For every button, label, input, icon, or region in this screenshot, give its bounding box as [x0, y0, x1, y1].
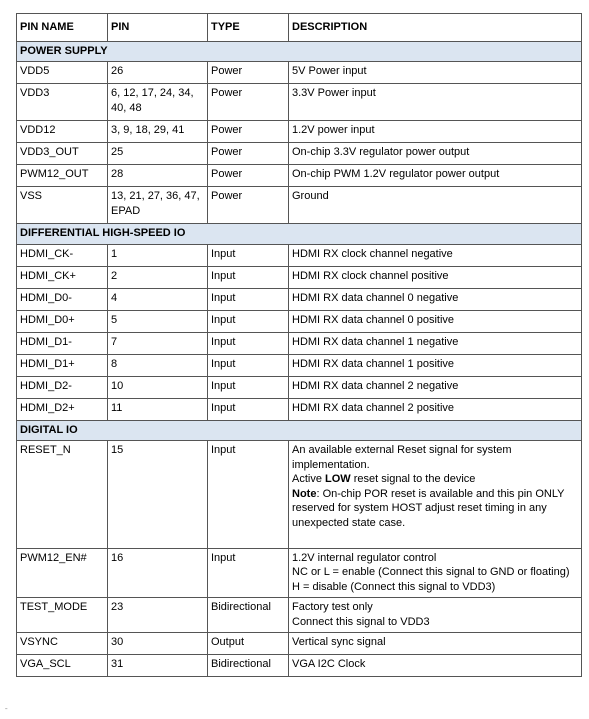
description-cell — [289, 598, 582, 633]
table-row — [17, 598, 582, 633]
header-description: DESCRIPTION — [289, 14, 582, 42]
description-cell — [289, 354, 582, 376]
description-line: HDMI RX data channel 2 negative — [292, 379, 459, 392]
pin-type-cell: Power — [208, 187, 289, 224]
pin-number-cell: 1 — [108, 244, 208, 266]
description-line: HDMI RX data channel 1 positive — [292, 357, 455, 370]
pin-name-cell: HDMI_D1- — [17, 332, 108, 354]
pin-type-cell: Input — [208, 244, 289, 266]
description-line: An available external Reset signal for system implementation. — [292, 444, 512, 471]
pin-number-cell: 28 — [108, 165, 208, 187]
pin-name-cell: VDD3 — [17, 84, 108, 121]
description-cell — [289, 165, 582, 187]
description-line: HDMI RX data channel 0 negative — [292, 291, 459, 304]
pin-type-cell: Input — [208, 548, 289, 598]
header-type: TYPE — [208, 14, 289, 42]
pin-number-cell: 8 — [108, 354, 208, 376]
description-cell — [289, 310, 582, 332]
pin-type-cell: Power — [208, 121, 289, 143]
table-row — [17, 121, 582, 143]
description-line: VGA I2C Clock — [292, 658, 366, 670]
description-cell — [289, 398, 582, 420]
pin-number-cell: 30 — [108, 633, 208, 655]
table-row — [17, 354, 582, 376]
pin-number-cell: 5 — [108, 310, 208, 332]
table-row — [17, 84, 582, 121]
description-cell — [289, 244, 582, 266]
table-row — [17, 62, 582, 84]
pin-type-cell: Input — [208, 288, 289, 310]
pin-number-cell: 7 — [108, 332, 208, 354]
description-line: Connect this signal to VDD3 — [292, 615, 430, 628]
pin-type-cell: Input — [208, 376, 289, 398]
description-line: Factory test only — [292, 601, 373, 613]
pin-name-cell: HDMI_D2- — [17, 376, 108, 398]
pin-number-cell: 25 — [108, 143, 208, 165]
pin-number-cell: 26 — [108, 62, 208, 84]
pin-type-cell: Bidirectional — [208, 655, 289, 677]
description-emphasis: LOW — [325, 473, 351, 485]
table-row — [17, 398, 582, 420]
pin-name-cell: HDMI_D0- — [17, 288, 108, 310]
table-header-row — [17, 14, 582, 42]
section-header-row — [17, 41, 582, 62]
description-line: HDMI RX clock channel positive — [292, 269, 449, 282]
description-line — [292, 530, 578, 545]
pin-name-cell: PWM12_EN# — [17, 548, 108, 598]
description-cell — [289, 121, 582, 143]
description-line — [292, 472, 578, 487]
header-pin: PIN — [108, 14, 208, 42]
header-pin-name: PIN NAME — [17, 14, 108, 42]
pin-number-cell: 13, 21, 27, 36, 47, EPAD — [108, 187, 208, 224]
pin-number-cell: 10 — [108, 376, 208, 398]
section-title: POWER SUPPLY — [17, 41, 582, 62]
description-line: 1.2V power input — [292, 124, 375, 136]
description-line — [292, 487, 578, 531]
pin-name-cell: VDD12 — [17, 121, 108, 143]
description-text: : On-chip POR reset is available and this pin ONLY reserved for system HOST adjust reset timing in any unexpected state case. — [292, 487, 565, 529]
pin-number-cell: 15 — [108, 441, 208, 549]
description-cell — [289, 288, 582, 310]
pin-type-cell: Power — [208, 143, 289, 165]
description-cell — [289, 655, 582, 677]
pin-name-cell: HDMI_CK- — [17, 244, 108, 266]
description-cell — [289, 441, 582, 549]
pin-name-cell: VSYNC — [17, 633, 108, 655]
pin-name-cell: HDMI_D1+ — [17, 354, 108, 376]
table-row — [17, 187, 582, 224]
pin-name-cell: PWM12_OUT — [17, 165, 108, 187]
description-line: HDMI RX data channel 1 negative — [292, 335, 459, 348]
description-line: H = disable (Connect this signal to VDD3) — [292, 580, 496, 593]
description-cell — [289, 266, 582, 288]
description-line: Vertical sync signal — [292, 636, 386, 648]
pin-type-cell: Power — [208, 84, 289, 121]
description-cell — [289, 62, 582, 84]
table-row — [17, 441, 582, 549]
pin-number-cell: 6, 12, 17, 24, 34, 40, 48 — [108, 84, 208, 121]
description-cell — [289, 187, 582, 224]
pin-number-cell: 2 — [108, 266, 208, 288]
pin-description-table — [16, 13, 582, 677]
table-row — [17, 310, 582, 332]
pin-type-cell: Power — [208, 165, 289, 187]
table-row — [17, 244, 582, 266]
description-text: Active — [292, 473, 326, 485]
section-title: DIFFERENTIAL HIGH-SPEED IO — [17, 224, 582, 245]
pin-type-cell: Bidirectional — [208, 598, 289, 633]
description-line: HDMI RX data channel 2 positive — [292, 401, 455, 414]
pin-name-cell: HDMI_CK+ — [17, 266, 108, 288]
pin-name-cell: VGA_SCL — [17, 655, 108, 677]
table-body — [17, 41, 582, 677]
table-row — [17, 332, 582, 354]
table-row — [17, 376, 582, 398]
pin-name-cell: VSS — [17, 187, 108, 224]
table-row — [17, 143, 582, 165]
description-line: HDMI RX clock channel negative — [292, 247, 453, 260]
pin-number-cell: 3, 9, 18, 29, 41 — [108, 121, 208, 143]
section-title: DIGITAL IO — [17, 420, 582, 441]
pin-type-cell: Input — [208, 310, 289, 332]
description-line: NC or L = enable (Connect this signal to GND or floating) — [292, 566, 570, 578]
pin-type-cell: Input — [208, 441, 289, 549]
description-cell — [289, 376, 582, 398]
description-line: 5V Power input — [292, 65, 367, 77]
pin-number-cell: 11 — [108, 398, 208, 420]
description-line: Ground — [292, 190, 329, 202]
pin-type-cell: Input — [208, 354, 289, 376]
pin-name-cell: HDMI_D2+ — [17, 398, 108, 420]
table-row — [17, 266, 582, 288]
description-emphasis: Note — [292, 487, 317, 500]
section-header-row — [17, 420, 582, 441]
table-row — [17, 655, 582, 677]
pin-number-cell: 31 — [108, 655, 208, 677]
pin-type-cell: Output — [208, 633, 289, 655]
pin-name-cell: RESET_N — [17, 441, 108, 549]
pin-type-cell: Input — [208, 398, 289, 420]
table-row — [17, 548, 582, 598]
description-cell — [289, 84, 582, 121]
pin-type-cell: Power — [208, 62, 289, 84]
description-line: 3.3V Power input — [292, 87, 376, 99]
pin-type-cell: Input — [208, 266, 289, 288]
description-text: reset signal to the device — [350, 473, 476, 485]
description-line: HDMI RX data channel 0 positive — [292, 313, 455, 326]
table-row — [17, 633, 582, 655]
description-cell — [289, 548, 582, 598]
pin-name-cell: VDD3_OUT — [17, 143, 108, 165]
pin-type-cell: Input — [208, 332, 289, 354]
pin-name-cell: TEST_MODE — [17, 598, 108, 633]
table-row — [17, 165, 582, 187]
description-cell — [289, 332, 582, 354]
description-cell — [289, 633, 582, 655]
description-line: On-chip PWM 1.2V regulator power output — [292, 168, 500, 180]
pin-number-cell: 16 — [108, 548, 208, 598]
pin-name-cell: VDD5 — [17, 62, 108, 84]
description-cell — [289, 143, 582, 165]
pin-number-cell: 4 — [108, 288, 208, 310]
description-line: On-chip 3.3V regulator power output — [292, 146, 470, 158]
pin-number-cell: 23 — [108, 598, 208, 633]
footer-mark: ˉ — [5, 707, 8, 716]
table-row — [17, 288, 582, 310]
section-header-row — [17, 224, 582, 245]
description-line: 1.2V internal regulator control — [292, 551, 437, 564]
pin-name-cell: HDMI_D0+ — [17, 310, 108, 332]
